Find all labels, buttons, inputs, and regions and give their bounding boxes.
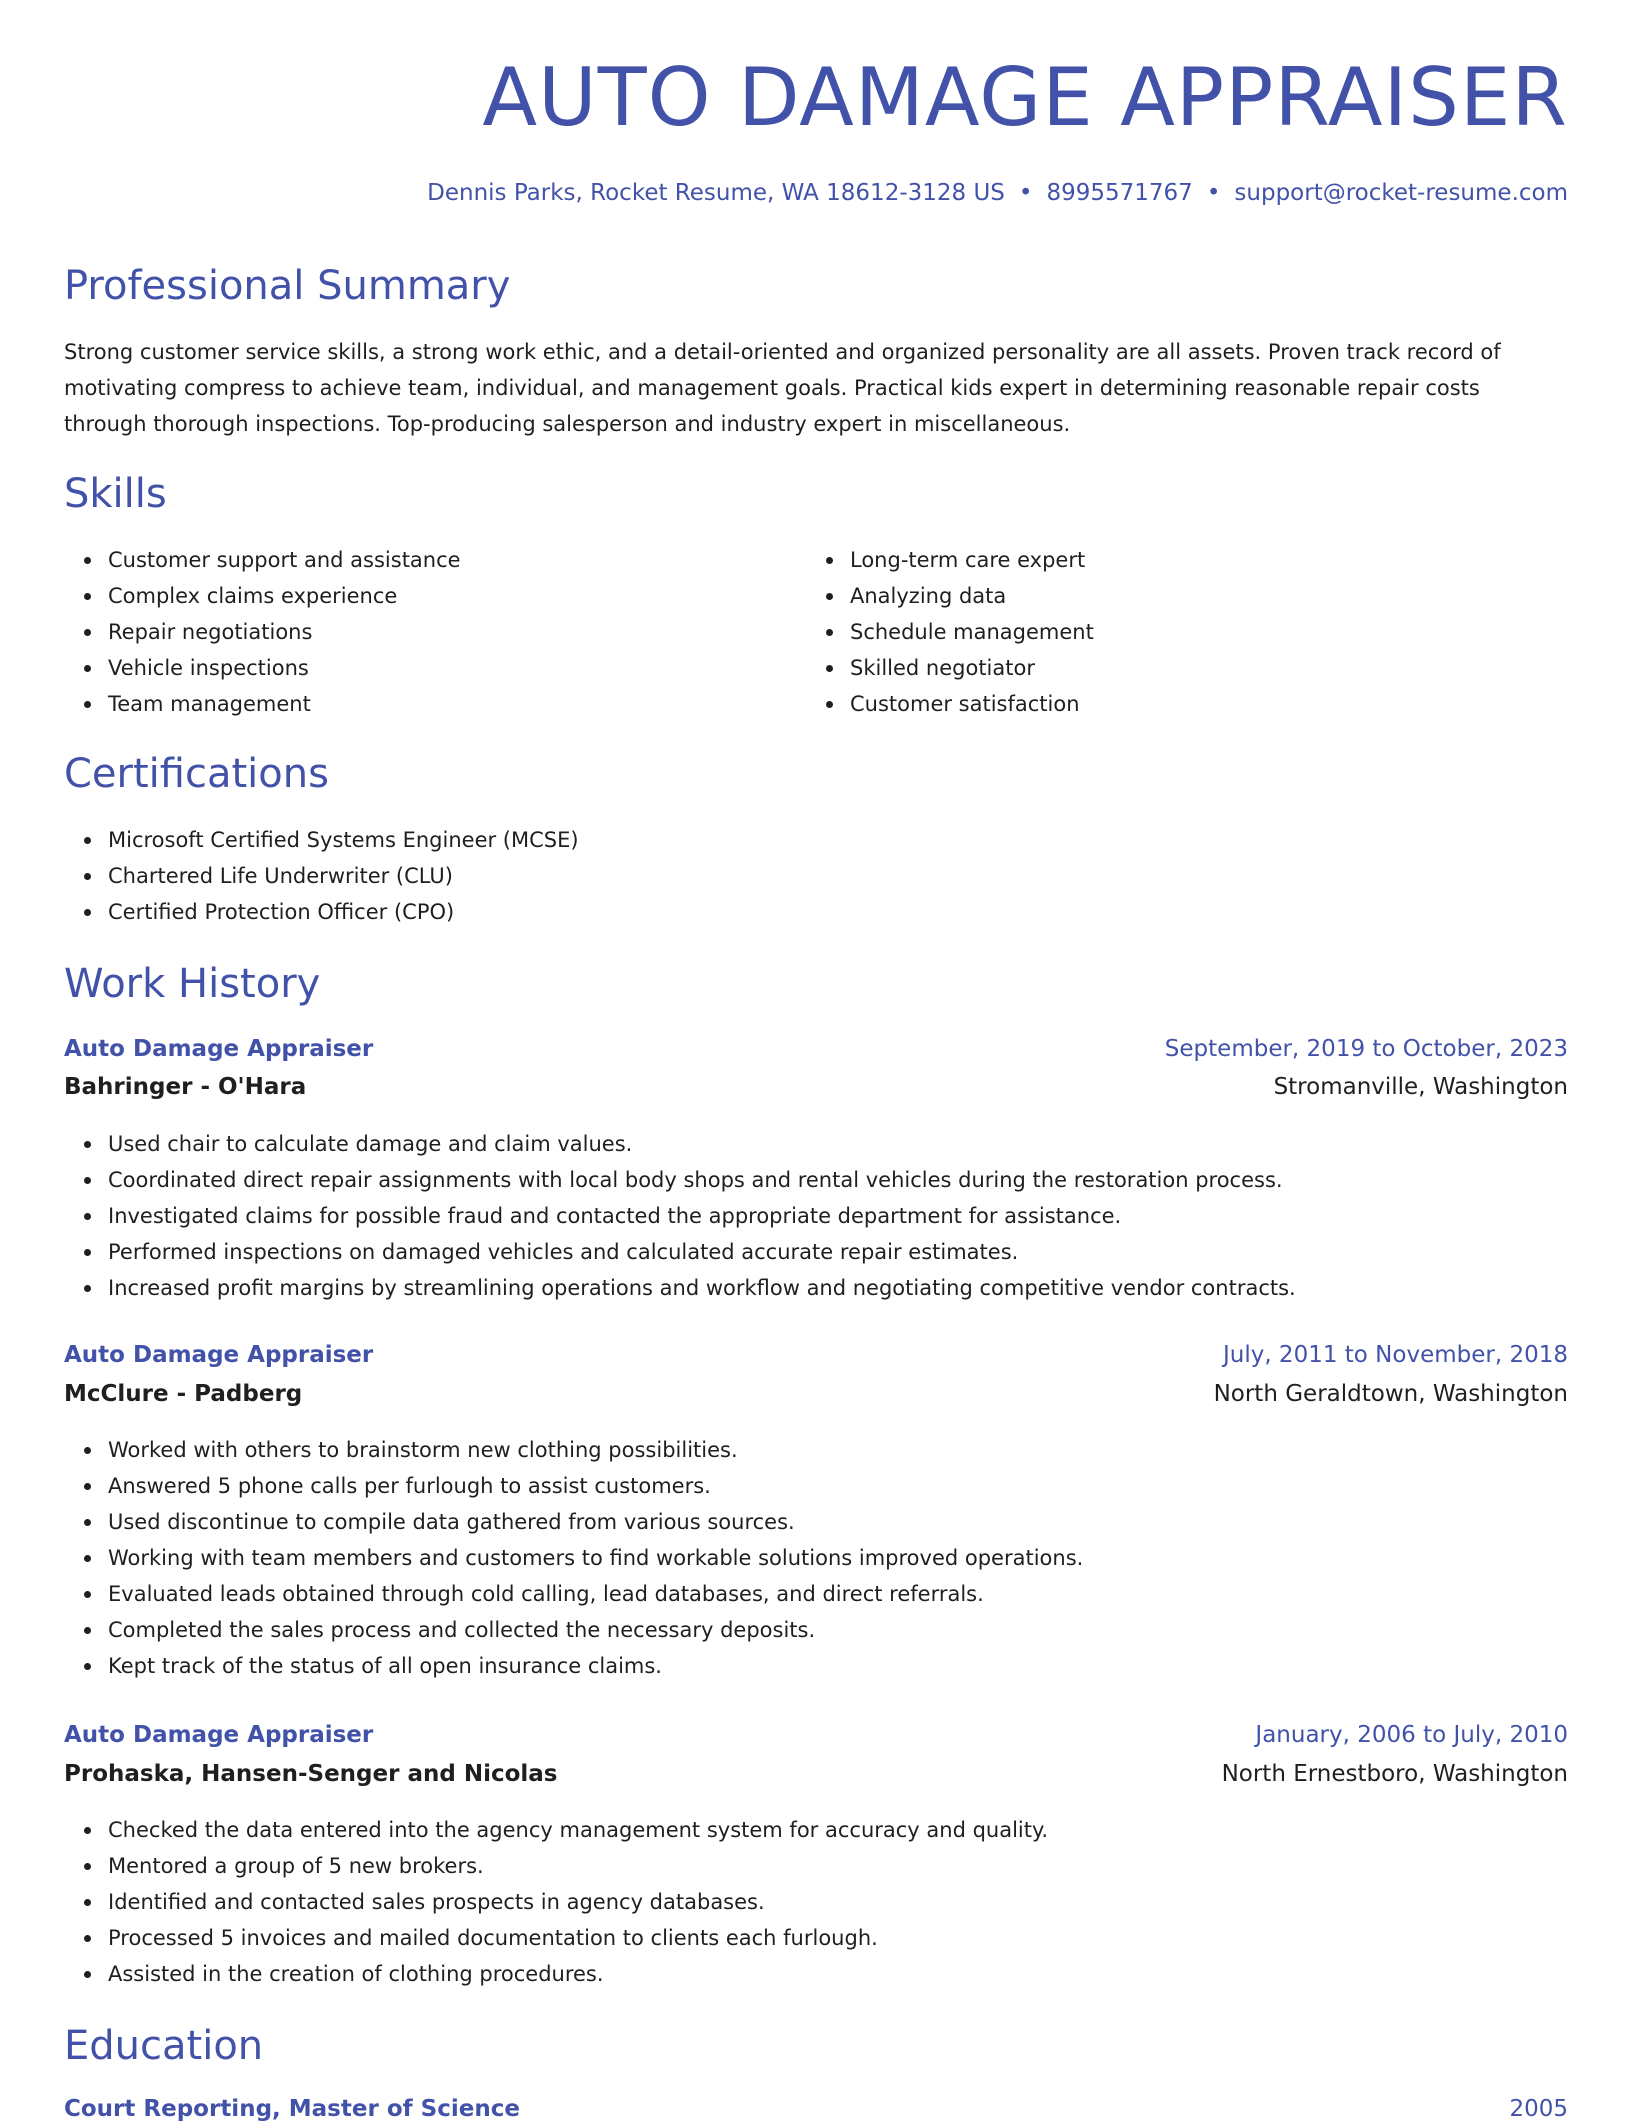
certification-item: Certified Protection Officer (CPO) — [108, 894, 579, 930]
job-bullet: Identified and contacted sales prospects in agency databases. — [108, 1884, 1048, 1920]
job-title: Auto Damage Appraiser — [64, 1036, 374, 1062]
skills-list-right — [806, 542, 1094, 722]
job-bullet: Evaluated leads obtained through cold calling, lead databases, and direct referrals. — [108, 1576, 1083, 1612]
skill-item: Long-term care expert — [850, 542, 1094, 578]
job-dates: July, 2011 to November, 2018 — [1222, 1342, 1568, 1368]
resume-title: AUTO DAMAGE APPRAISER — [482, 51, 1568, 144]
certification-item: Microsoft Certified Systems Engineer (MCSE) — [108, 822, 579, 858]
summary-text: Strong customer service skills, a strong work ethic, and a detail-oriented and organized personality are all assets. Proven track record of motivating compress to achieve team, individual, and management goals. Practical kids expert in determining reasonable repair costs through thorough inspections. Top-producing salesperson and industry expert in miscellaneous. — [64, 340, 1501, 436]
job-dates: September, 2019 to October, 2023 — [1164, 1036, 1568, 1062]
job-bullets — [64, 1432, 1083, 1684]
skill-item: Analyzing data — [850, 578, 1094, 614]
job-bullet: Investigated claims for possible fraud and contacted the appropriate department for assistance. — [108, 1198, 1296, 1234]
contact-separator: • — [1018, 180, 1033, 206]
job-bullet: Processed 5 invoices and mailed documentation to clients each furlough. — [108, 1920, 1048, 1956]
job-bullet: Increased profit margins by streamlining operations and workflow and negotiating competitive vendor contracts. — [108, 1270, 1296, 1306]
contact-email: support@rocket-resume.com — [1234, 180, 1568, 206]
job-bullet: Working with team members and customers to find workable solutions improved operations. — [108, 1540, 1083, 1576]
education-degree: Court Reporting, Master of Science — [64, 2096, 520, 2122]
summary-heading: Professional Summary — [64, 263, 511, 309]
job-bullets — [64, 1126, 1296, 1306]
job-bullet: Used discontinue to compile data gathered from various sources. — [108, 1504, 1083, 1540]
skill-item: Repair negotiations — [108, 614, 461, 650]
skill-item: Vehicle inspections — [108, 650, 461, 686]
contact-separator: • — [1206, 180, 1221, 206]
skills-heading: Skills — [64, 471, 167, 517]
contact-address: Dennis Parks, Rocket Resume, WA 18612-3128 US — [427, 180, 1005, 206]
education-heading: Education — [64, 2023, 264, 2069]
skill-item: Skilled negotiator — [850, 650, 1094, 686]
job-location: North Ernestboro, Washington — [1221, 1761, 1568, 1787]
skills-list-left — [64, 542, 461, 722]
job-bullet: Answered 5 phone calls per furlough to assist customers. — [108, 1468, 1083, 1504]
skill-item: Customer satisfaction — [850, 686, 1094, 722]
job-bullet: Worked with others to brainstorm new clothing possibilities. — [108, 1432, 1083, 1468]
skill-item: Customer support and assistance — [108, 542, 461, 578]
education-year: 2005 — [1509, 2096, 1568, 2122]
job-title: Auto Damage Appraiser — [64, 1342, 374, 1368]
job-dates: January, 2006 to July, 2010 — [1255, 1722, 1568, 1748]
skill-item: Team management — [108, 686, 461, 722]
certifications-heading: Certifications — [64, 751, 329, 797]
job-bullet: Performed inspections on damaged vehicles and calculated accurate repair estimates. — [108, 1234, 1296, 1270]
job-bullet: Coordinated direct repair assignments with local body shops and rental vehicles during the restoration process. — [108, 1162, 1296, 1198]
contact-phone: 8995571767 — [1046, 180, 1193, 206]
job-bullet: Used chair to calculate damage and claim values. — [108, 1126, 1296, 1162]
job-bullet: Mentored a group of 5 new brokers. — [108, 1848, 1048, 1884]
certification-item: Chartered Life Underwriter (CLU) — [108, 858, 579, 894]
job-bullet: Assisted in the creation of clothing procedures. — [108, 1956, 1048, 1992]
job-bullet: Kept track of the status of all open insurance claims. — [108, 1648, 1083, 1684]
job-location: Stromanville, Washington — [1273, 1074, 1568, 1100]
skill-item: Complex claims experience — [108, 578, 461, 614]
job-bullet: Completed the sales process and collected the necessary deposits. — [108, 1612, 1083, 1648]
job-company: McClure - Padberg — [64, 1381, 303, 1407]
job-title: Auto Damage Appraiser — [64, 1722, 374, 1748]
skill-item: Schedule management — [850, 614, 1094, 650]
certifications-list — [64, 822, 579, 930]
job-company: Bahringer - O'Hara — [64, 1074, 307, 1100]
job-location: North Geraldtown, Washington — [1213, 1381, 1568, 1407]
contact-line — [427, 180, 1568, 206]
work-history-heading: Work History — [64, 961, 321, 1007]
job-bullet: Checked the data entered into the agency management system for accuracy and quality. — [108, 1812, 1048, 1848]
job-company: Prohaska, Hansen-Senger and Nicolas — [64, 1761, 558, 1787]
job-bullets — [64, 1812, 1048, 1992]
